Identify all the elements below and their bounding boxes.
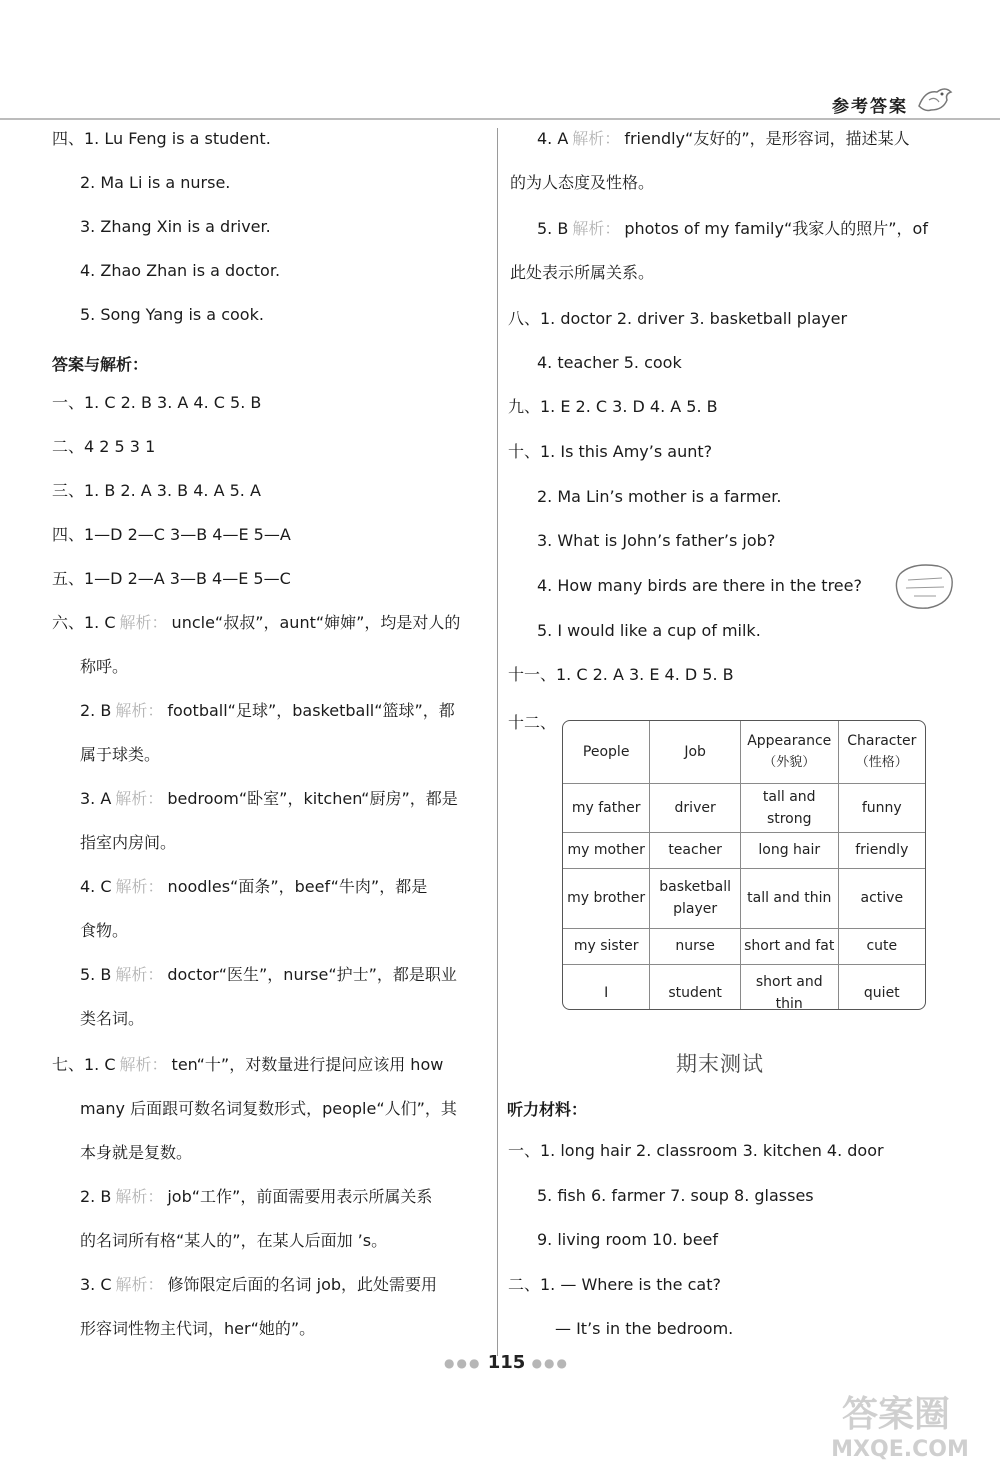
item-number: 5. B	[537, 219, 569, 238]
line-text: 此处表示所属关系。	[510, 263, 655, 282]
line-text: 修饰限定后面的名词 job，此处需要用	[167, 1275, 438, 1294]
right-column-line	[510, 262, 654, 284]
header-sublabel: （性格）	[855, 754, 908, 770]
left-column-line	[80, 832, 176, 854]
page-footer	[444, 1352, 569, 1373]
line-text: many 后面跟可数名词复数形式，people“人们”，其	[80, 1099, 457, 1118]
explanation-tag: 解析：	[119, 613, 168, 632]
table-cell: long hair	[740, 832, 838, 868]
table-cell: my mother	[563, 832, 650, 868]
table-cell: tall and thin	[740, 868, 838, 928]
left-column-line	[80, 700, 455, 722]
line-text: noodles“面条”，beef“牛肉”，都是	[167, 877, 428, 896]
left-column-line	[80, 1318, 315, 1340]
item-number: 六、1. C	[52, 613, 116, 632]
line-text: 4. How many birds are there in the tree?	[537, 576, 862, 595]
line-text: 十、1. Is this Amy’s aunt?	[508, 442, 713, 461]
page-number: 115	[487, 1352, 526, 1373]
line-text: 的名词所有格“某人的”，在某人后面加 ’s。	[80, 1231, 388, 1250]
left-column-line	[80, 216, 271, 238]
header-rule	[0, 118, 1000, 120]
left-column-line	[80, 788, 458, 810]
left-column-line	[80, 656, 128, 678]
table-cell: driver	[650, 783, 741, 832]
line-text: photos of my family“我家人的照片”，of	[624, 219, 928, 238]
explanation-tag: 解析：	[572, 219, 621, 238]
right-column-line	[537, 575, 862, 597]
explanation-tag: 解析：	[119, 1055, 168, 1074]
table-cell: active	[838, 868, 925, 928]
line-text: 4. Zhao Zhan is a doctor.	[80, 261, 281, 280]
left-column-line	[52, 612, 460, 634]
line-text: 一、1. long hair 2. classroom 3. kitchen 4. door	[508, 1141, 884, 1160]
explanation-tag: 解析：	[572, 129, 621, 148]
left-column-line	[80, 1186, 432, 1208]
exam-title: 期末测试	[676, 1052, 764, 1076]
line-text: — It’s in the bedroom.	[555, 1319, 734, 1338]
right-column-line	[508, 396, 718, 418]
left-column-line	[80, 1098, 457, 1120]
right-column-line	[508, 1140, 884, 1162]
line-text: uncle“叔叔”，aunt“婶婶”，均是对人的	[171, 613, 461, 632]
table-row	[563, 783, 925, 832]
explanation-tag: 解析：	[115, 701, 164, 720]
right-column-line	[537, 352, 682, 374]
line-text: 二、4 2 5 3 1	[52, 437, 156, 456]
left-column-line	[80, 1142, 192, 1164]
line-text: 称呼。	[80, 657, 129, 676]
right-column-line	[537, 218, 928, 240]
header-title: 参考答案	[832, 97, 908, 117]
line-text: 四、1. Lu Feng is a student.	[52, 129, 271, 148]
line-text: 四、1—D 2—C 3—B 4—E 5—A	[52, 525, 291, 544]
line-text: bedroom“卧室”，kitchen“厨房”，都是	[167, 789, 458, 808]
line-text: 3. Zhang Xin is a driver.	[80, 217, 271, 236]
left-column-line	[80, 744, 160, 766]
left-column-line	[80, 1008, 144, 1030]
item-number: 4. C	[80, 877, 112, 896]
table-header-cell	[838, 721, 925, 783]
item-number: 5. B	[80, 965, 112, 984]
line-text: 九、1. E 2. C 3. D 4. A 5. B	[508, 397, 718, 416]
item-number: 3. C	[80, 1275, 112, 1294]
table-cell: I	[563, 964, 650, 1010]
line-text: doctor“医生”，nurse“护士”，都是职业	[167, 965, 457, 984]
line-text: ten“十”，对数量进行提问应该用 how	[171, 1055, 444, 1074]
table-row	[563, 964, 925, 1010]
bird-icon	[915, 82, 955, 118]
table-row	[563, 928, 925, 964]
line-text: 八、1. doctor 2. driver 3. basketball player	[508, 309, 848, 328]
left-column-line	[52, 568, 291, 590]
left-column-line	[52, 128, 271, 150]
right-column-line	[537, 530, 775, 552]
line-text: 一、1. C 2. B 3. A 4. C 5. B	[52, 393, 262, 412]
right-column-line	[537, 1185, 814, 1207]
table-cell: cute	[838, 928, 925, 964]
line-text: job“工作”，前面需要用表示所属关系	[167, 1187, 433, 1206]
left-column-line	[80, 172, 230, 194]
table-cell: funny	[838, 783, 925, 832]
watermark-url: MXQE.COM	[831, 1437, 969, 1462]
line-text: 三、1. B 2. A 3. B 4. A 5. A	[52, 481, 261, 500]
table-cell: friendly	[838, 832, 925, 868]
line-text: 食物。	[80, 921, 129, 940]
line-text: 属于球类。	[80, 745, 161, 764]
table-header-cell	[650, 721, 741, 783]
left-column-line	[80, 876, 427, 898]
left-column-line	[52, 480, 261, 502]
left-column-line	[52, 436, 155, 458]
left-column-line	[80, 1274, 437, 1296]
table-cell: teacher	[650, 832, 741, 868]
right-column-line	[508, 308, 847, 330]
table-cell: basketball player	[650, 868, 741, 928]
line-text: 十一、1. C 2. A 3. E 4. D 5. B	[508, 665, 734, 684]
right-column-line	[537, 486, 781, 508]
right-column-line	[537, 620, 761, 642]
table-cell: tall and strong	[740, 783, 838, 832]
left-column-line	[80, 920, 128, 942]
right-column-line	[508, 664, 734, 686]
column-divider	[497, 128, 498, 1356]
table-header-cell	[740, 721, 838, 783]
header-label: Job	[684, 743, 706, 760]
right-column-line	[508, 1274, 721, 1296]
explanation-tag: 解析：	[115, 965, 164, 984]
explanation-tag: 解析：	[115, 1275, 164, 1294]
line-text: 2. Ma Li is a nurse.	[80, 173, 231, 192]
table-cell: short and thin	[740, 964, 838, 1010]
dots-decoration: ●●●	[531, 1356, 569, 1370]
line-text: 形容词性物主代词，her“她的”。	[80, 1319, 316, 1338]
table-cell: nurse	[650, 928, 741, 964]
table-header-row	[563, 721, 925, 783]
line-text: friendly“友好的”，是形容词，描述某人	[624, 129, 910, 148]
line-text: 二、1. — Where is the cat?	[508, 1275, 721, 1294]
table-cell: quiet	[838, 964, 925, 1010]
table-cell: short and fat	[740, 928, 838, 964]
right-column-line	[537, 128, 910, 150]
left-column-line	[52, 392, 261, 414]
right-column-line	[508, 441, 712, 463]
item-number: 4. A	[537, 129, 569, 148]
right-column-line	[510, 172, 654, 194]
item-number: 七、1. C	[52, 1055, 116, 1074]
answer-table	[562, 720, 926, 1010]
line-text: 4. teacher 5. cook	[537, 353, 682, 372]
item-number: 3. A	[80, 789, 112, 808]
left-column-line	[80, 260, 280, 282]
line-text: 2. Ma Lin’s mother is a farmer.	[537, 487, 782, 506]
table-cell: student	[650, 964, 741, 1010]
left-column-line	[52, 524, 291, 546]
line-text: 指室内房间。	[80, 833, 177, 852]
left-column-line	[80, 304, 264, 326]
watermark	[806, 1386, 994, 1464]
line-text: 的为人态度及性格。	[510, 173, 655, 192]
table-cell: my sister	[563, 928, 650, 964]
line-text: 5. Song Yang is a cook.	[80, 305, 264, 324]
listening-heading: 听力材料：	[507, 1100, 588, 1119]
header-sublabel: （外貌）	[763, 754, 816, 770]
section-heading: 答案与解析：	[52, 355, 149, 374]
left-column-line	[80, 964, 457, 986]
line-text: 5. I would like a cup of milk.	[537, 621, 761, 640]
explanation-tag: 解析：	[115, 877, 164, 896]
table-header-cell	[563, 721, 650, 783]
line-text: 5. fish 6. farmer 7. soup 8. glasses	[537, 1186, 814, 1205]
dots-decoration: ●●●	[444, 1356, 482, 1370]
right-column-line	[537, 1229, 718, 1251]
header-label: People	[582, 743, 630, 760]
table-row	[563, 868, 925, 928]
header-label: Appearance	[747, 732, 832, 749]
table-cell: my father	[563, 783, 650, 832]
line-text: 9. living room 10. beef	[537, 1230, 719, 1249]
explanation-tag: 解析：	[115, 789, 164, 808]
line-text: 五、1—D 2—A 3—B 4—E 5—C	[52, 569, 291, 588]
header-label: Character	[847, 732, 917, 749]
item-number: 2. B	[80, 701, 112, 720]
line-text: 3. What is John’s father’s job?	[537, 531, 776, 550]
stamp-icon	[892, 560, 958, 612]
item-number: 2. B	[80, 1187, 112, 1206]
line-text: 类名词。	[80, 1009, 145, 1028]
watermark-text: 答案圈	[841, 1394, 951, 1435]
left-column-line	[80, 1230, 387, 1252]
table-cell: my brother	[563, 868, 650, 928]
line-text: football“足球”，basketball“篮球”，都	[167, 701, 455, 720]
left-column-line	[52, 1054, 443, 1076]
right-column-line	[555, 1318, 733, 1340]
line-text: 本身就是复数。	[80, 1143, 193, 1162]
explanation-tag: 解析：	[115, 1187, 164, 1206]
table-row	[563, 832, 925, 868]
table-label: 十二、	[508, 713, 557, 732]
